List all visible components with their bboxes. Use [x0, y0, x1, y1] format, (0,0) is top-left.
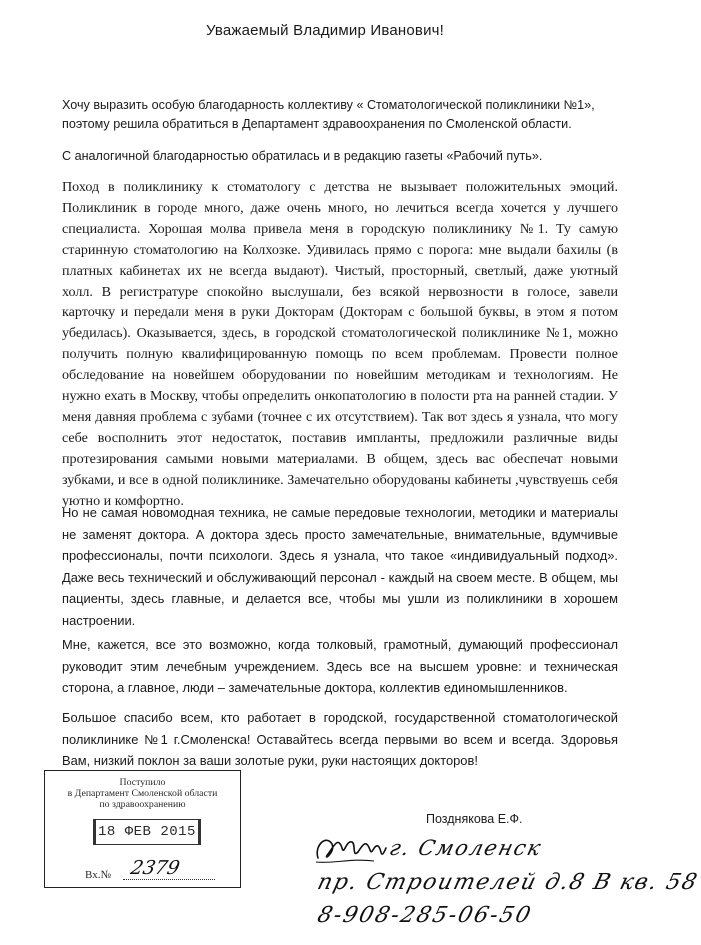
closing-paragraph-text: Но не самая новомодная техника, не самые передовые технологии, методики и материалы не заменят доктора. А доктора здесь просто замечательные, внимательные, вдумчивые профессионалы, почти психологи. Здесь я узнала, что такое «индивидуальный подход». Даже весь технический и обслуживающий персонал - каждый на своем месте. В общем, мы пациенты, здесь главные, и делается все, чтобы мы ушли из поликлиники в хорошем настроении. — [62, 505, 618, 628]
closing-paragraph-2 — [62, 634, 618, 699]
closing-paragraph-text: Большое спасибо всем, кто работает в городской, государственной стоматологической поликлинике №1 г.Смоленска! Оставайтесь всегда первыми во всем и всегда. Здоровья Вам, низкий поклон за ваши золотые руки, руки настоящих докторов! — [62, 710, 618, 768]
stamp-incoming-number: 2379 — [128, 857, 182, 879]
registration-stamp — [44, 770, 241, 888]
handwritten-phone: 8-908-285-06-50 — [314, 903, 535, 928]
handwritten-city: г. Смоленск — [387, 836, 545, 860]
stamp-incoming-label: Вх.№ — [85, 869, 111, 881]
letter-salutation: Уважаемый Владимир Иванович! — [205, 22, 445, 39]
stamp-received-label: Поступило — [119, 777, 166, 788]
stamp-department-label: в Департамент Смоленской области — [67, 788, 218, 799]
letter-body — [62, 177, 618, 512]
handwritten-address: пр. Строителей д.8 В кв. 58 — [314, 870, 701, 895]
stamp-department-sub-label: по здравоохранению — [99, 799, 186, 810]
intro-paragraph-2: С аналогичной благодарностью обратилась и в редакцию газеты «Рабочий путь». — [62, 149, 543, 163]
closing-paragraph-text: Мне, кажется, все это возможно, когда толковый, грамотный, думающий профессионал руководит этим лечебным учреждением. Здесь все на высшем уровне: и техническая сторона, а главное, люди – замечательные доктора, коллектив единомышленников. — [62, 637, 618, 695]
handwritten-signature — [312, 828, 392, 870]
closing-paragraph-1 — [62, 502, 618, 631]
intro-paragraph-1: Хочу выразить особую благодарность коллективу « Стоматологической поликлиники №1», поэтому решила обратиться в Департамент здравоохранения по Смоленской области. — [62, 98, 595, 131]
signer-name: Позднякова Е.Ф. — [426, 812, 523, 826]
stamp-date: 18 ФЕВ 2015 — [93, 819, 201, 845]
closing-paragraph-3 — [62, 707, 618, 772]
stamp-number-underline — [123, 879, 215, 880]
body-paragraph: Поход в поликлинику к стоматологу с детства не вызывает положительных эмоций. Поликлиник в городе много, даже очень много, но лечиться всегда хочется у лучшего специалиста. Хорошая молва привела меня в городскую поликлинику №1. Ту самую старинную стоматологию на Колхозке. Удивилась прямо с порога: мне выдали бахилы (в платных кабинетах их не всегда выдают). Чистый, просторный, светлый, даже уютный холл. В регистратуре спокойно выслушали, без всякой нервозности в голосе, завели карточку и передали меня в руки Докторам (Докторам с большой буквы, в этом я потом убедилась). Оказывается, здесь, в городской стоматологической поликлинике №1, можно получить полную квалифицированную помощь по всем проблемам. Провести полное обследование на новейшем оборудовании по новейшим методикам и технологиям. Не нужно ехать в Москву, чтобы определить онкопатологию в полости рта на ранней стадии. У меня давняя проблема с зубами (точнее с их отсутствием). Так вот здесь я узнала, что могу себе восполнить этот недостаток, поставив импланты, предложили различные виды протезирования самыми новыми материалами. В общем, здесь вас обеспечат новыми зубками, и все в одной поликлинике. Замечательно оборудованы кабинеты ,чувствуешь себя уютно и комфортно. — [62, 179, 618, 509]
